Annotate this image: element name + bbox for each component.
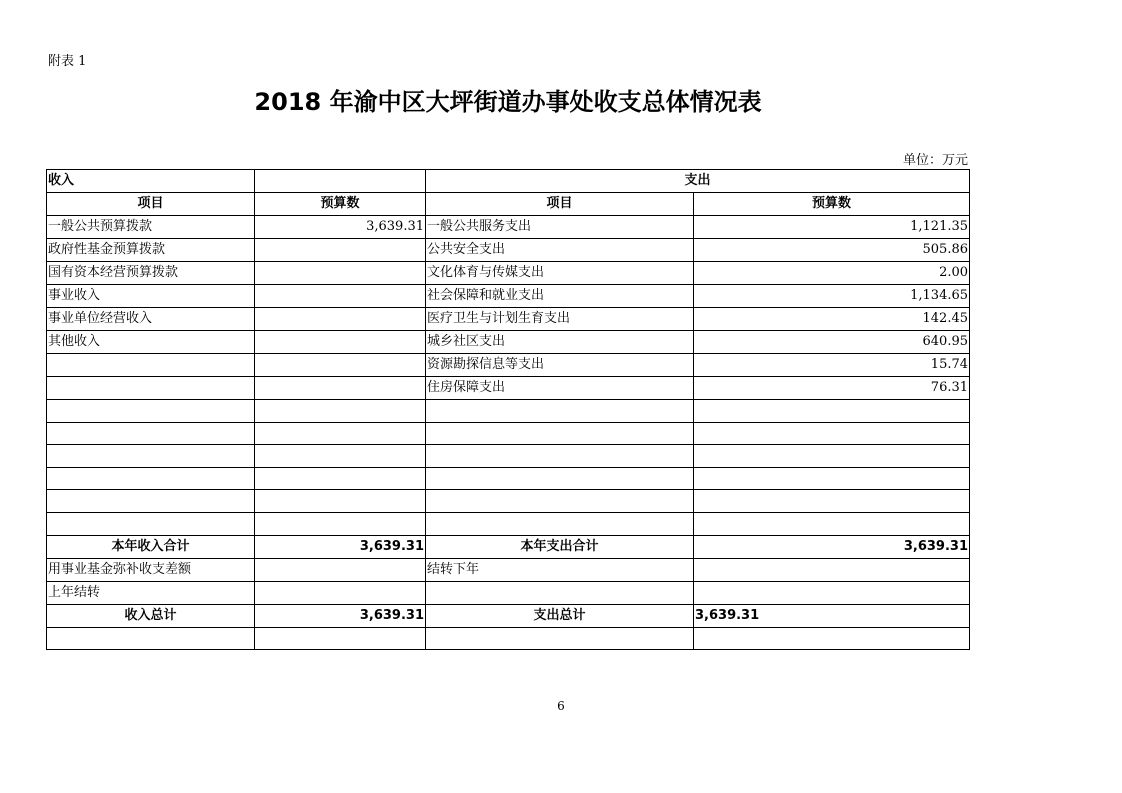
income-grand-total-value: 3,639.31: [255, 604, 426, 627]
income-value: [255, 285, 426, 308]
income-value: [255, 445, 426, 468]
table-row: [47, 400, 970, 423]
income-value: [255, 490, 426, 513]
income-item: [47, 422, 255, 445]
income-item: [47, 490, 255, 513]
income-item: 政府性基金预算拨款: [47, 239, 255, 262]
income-value: [255, 400, 426, 423]
expense-item: [426, 422, 694, 445]
expense-value: [694, 490, 970, 513]
income-item: 一般公共预算拨款: [47, 216, 255, 239]
year-total-row: [47, 535, 970, 558]
income-budget-header: 预算数: [255, 193, 426, 216]
income-item: [47, 354, 255, 377]
table-row: [47, 331, 970, 354]
expense-value: [694, 467, 970, 490]
expense-value: 76.31: [694, 377, 970, 400]
year-expense-total-value: 3,639.31: [694, 535, 970, 558]
year-income-total-label: 本年收入合计: [47, 535, 255, 558]
income-value: [255, 308, 426, 331]
last-year-carry-row: [47, 581, 970, 604]
year-expense-total-label: 本年支出合计: [426, 535, 694, 558]
expense-value: [694, 400, 970, 423]
grand-total-row: [47, 604, 970, 627]
table-row: [47, 422, 970, 445]
table-row: [47, 490, 970, 513]
table-row: [47, 216, 970, 239]
section-header-row: [47, 170, 970, 193]
column-header-row: [47, 193, 970, 216]
fund-gap-row: [47, 558, 970, 581]
table-row: [47, 239, 970, 262]
empty-cell: [255, 558, 426, 581]
expense-value: [694, 445, 970, 468]
empty-cell: [694, 581, 970, 604]
expense-section-header: 支出: [426, 170, 970, 193]
expense-item: 医疗卫生与计划生育支出: [426, 308, 694, 331]
income-item: [47, 400, 255, 423]
expense-value: [694, 512, 970, 535]
expense-item: [426, 445, 694, 468]
income-value: [255, 512, 426, 535]
income-item: [47, 512, 255, 535]
empty-cell: [255, 627, 426, 650]
table-row: [47, 512, 970, 535]
income-value: [255, 377, 426, 400]
income-value: 3,639.31: [255, 216, 426, 239]
income-value: [255, 354, 426, 377]
income-section-header: 收入: [47, 170, 255, 193]
expense-item-header: 项目: [426, 193, 694, 216]
expense-item: [426, 467, 694, 490]
budget-table: [46, 169, 970, 650]
expense-value: 1,134.65: [694, 285, 970, 308]
page-title: 2018 年渝中区大坪街道办事处收支总体情况表: [254, 88, 762, 116]
last-year-carry-label: 上年结转: [47, 581, 255, 604]
expense-value: 142.45: [694, 308, 970, 331]
expense-item: 一般公共服务支出: [426, 216, 694, 239]
income-item: 其他收入: [47, 331, 255, 354]
expense-item: 公共安全支出: [426, 239, 694, 262]
unit-label: 单位：万元: [902, 153, 968, 168]
expense-item: [426, 400, 694, 423]
expense-item: 住房保障支出: [426, 377, 694, 400]
expense-item: [426, 490, 694, 513]
income-value: [255, 422, 426, 445]
empty-cell: [694, 558, 970, 581]
expense-value: 15.74: [694, 354, 970, 377]
table-row: [47, 467, 970, 490]
expense-value: [694, 422, 970, 445]
income-item: [47, 377, 255, 400]
expense-value: 505.86: [694, 239, 970, 262]
carry-forward-label: 结转下年: [426, 558, 694, 581]
expense-value: 2.00: [694, 262, 970, 285]
table-row: [47, 285, 970, 308]
table-row: [47, 308, 970, 331]
income-grand-total-label: 收入总计: [47, 604, 255, 627]
income-value: [255, 262, 426, 285]
empty-cell: [47, 627, 255, 650]
expense-grand-total-value: 3,639.31: [694, 604, 970, 627]
income-item: 事业收入: [47, 285, 255, 308]
income-item: 国有资本经营预算拨款: [47, 262, 255, 285]
page-number: 6: [557, 699, 565, 713]
attachment-label: 附表 1: [48, 54, 87, 69]
table-row: [47, 262, 970, 285]
expense-budget-header: 预算数: [694, 193, 970, 216]
income-value: [255, 331, 426, 354]
year-income-total-value: 3,639.31: [255, 535, 426, 558]
table-row: [47, 445, 970, 468]
empty-cell: [694, 627, 970, 650]
empty-cell: [426, 627, 694, 650]
expense-value: 640.95: [694, 331, 970, 354]
income-item-header: 项目: [47, 193, 255, 216]
income-item: [47, 445, 255, 468]
blank-row: [47, 627, 970, 650]
empty-cell: [426, 581, 694, 604]
income-value: [255, 467, 426, 490]
expense-grand-total-label: 支出总计: [426, 604, 694, 627]
expense-item: [426, 512, 694, 535]
empty-cell: [255, 170, 426, 193]
table-row: [47, 354, 970, 377]
table-row: [47, 377, 970, 400]
expense-item: 城乡社区支出: [426, 331, 694, 354]
expense-value: 1,121.35: [694, 216, 970, 239]
expense-item: 资源勘探信息等支出: [426, 354, 694, 377]
income-item: 事业单位经营收入: [47, 308, 255, 331]
fund-gap-label: 用事业基金弥补收支差额: [47, 558, 255, 581]
empty-cell: [255, 581, 426, 604]
expense-item: 文化体育与传媒支出: [426, 262, 694, 285]
expense-item: 社会保障和就业支出: [426, 285, 694, 308]
income-value: [255, 239, 426, 262]
income-item: [47, 467, 255, 490]
